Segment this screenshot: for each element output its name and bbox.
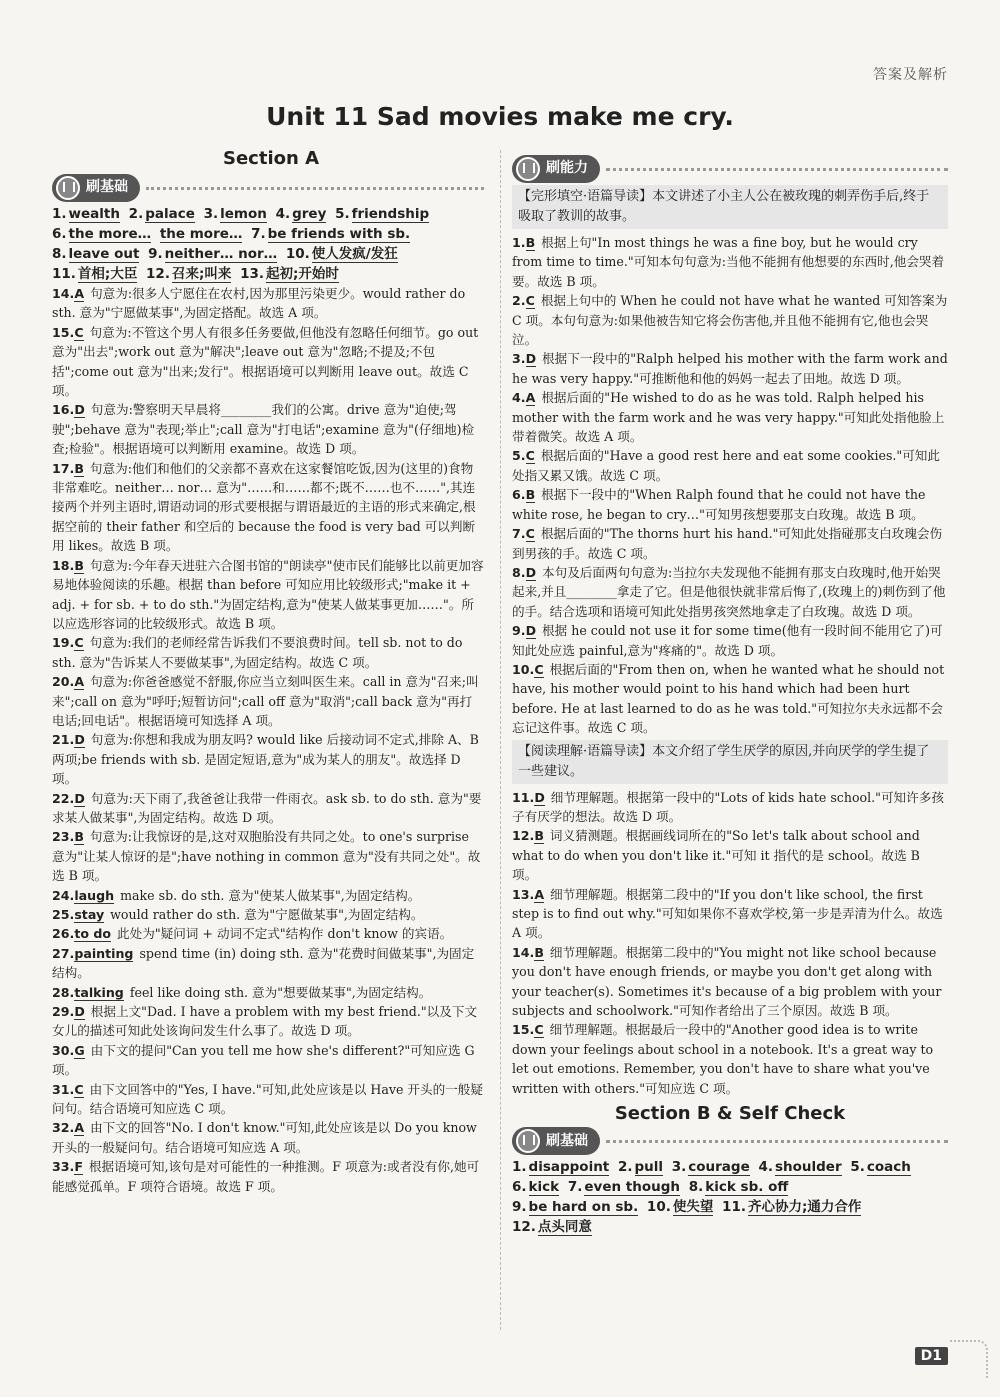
fill-answer: the more… <box>159 226 243 242</box>
fill-answer: grey <box>292 206 327 222</box>
item-answer: A <box>534 886 545 902</box>
column-divider <box>500 150 501 1330</box>
answer-item <box>512 291 948 349</box>
fill-answer: courage <box>688 1159 750 1176</box>
item-explanation: 句意为:我们的老师经常告诉我们不要浪费时间。tell sb. not to do sth. 意为"告诉某人不要做某事",为固定结构。故选 C 项。 <box>52 635 463 670</box>
fill-answer: friendship <box>351 206 430 222</box>
item-explanation: 此处为"疑问词 + 动词不定式"结构作 don't know 的宾语。 <box>117 926 453 942</box>
item-answer: C <box>525 448 535 464</box>
item-explanation: feel like doing sth. 意为"想要做某事",为固定结构。 <box>129 984 432 1000</box>
item-explanation: 由下文的提问"Can you tell me how she's different?"可知应选 G 项。 <box>52 1042 475 1078</box>
item-answer: D <box>525 351 537 367</box>
item-answer: to do <box>74 926 112 942</box>
item-answer: C <box>534 661 544 677</box>
fill-answer: 使人发疯/发狂 <box>311 246 398 262</box>
badge-icon <box>516 157 540 181</box>
item-explanation: 由下文回答中的"Yes, I have."可知,此处应该是以 Have 开头的一般疑问句。结合语境可知应选 C 项。 <box>52 1081 483 1117</box>
item-explanation: 句意为:警察明天早晨将________我们的公寓。drive 意为"迫使;驾驶";behave 意为"表现;举止";call 意为"打电话";examine 意为"(仔细地)检查;检验"。根据语境可以判断用 examine。故选 D 项。 <box>52 402 475 457</box>
fill-number: 11. <box>52 266 76 282</box>
item-number: 23. <box>52 829 75 845</box>
fill-number: 13. <box>240 266 264 282</box>
badge-icon <box>516 1129 540 1153</box>
item-explanation: 细节理解题。根据第一段中的"Lots of kids hate school."可知许多孩子有厌学的想法。故选 D 项。 <box>512 789 944 824</box>
fill-number: 10. <box>285 246 310 262</box>
item-number: 16. <box>52 402 75 418</box>
answer-item <box>512 388 948 446</box>
item-number: 26. <box>52 926 75 942</box>
fill-number: 11. <box>722 1199 746 1216</box>
fill-in-answers <box>52 204 484 284</box>
fill-answer: 使失望 <box>672 1199 714 1216</box>
answer-item <box>512 349 948 388</box>
answer-item <box>52 556 484 634</box>
fill-answer: wealth <box>68 206 120 222</box>
item-number: 27. <box>52 945 75 961</box>
item-number: 20. <box>52 674 75 690</box>
answer-item <box>512 1020 948 1098</box>
item-answer: C <box>534 1022 544 1038</box>
item-number: 11. <box>512 789 535 805</box>
item-answer: A <box>74 286 85 301</box>
item-explanation: 句意为:今年春天进驻六合图书馆的"朗读亭"使市民们能够比以前更加容易地体验阅读的乐趣。根据 than before 可知应用比较级形式;"make it + adj. + for sb. + to do sth."为固定结构,意为"使某人做某事更加……"。所以应选形容词的比较级形式。故选 B 项。 <box>52 557 484 631</box>
item-answer: C <box>525 526 535 542</box>
fill-number: 9. <box>512 1199 527 1216</box>
item-explanation: 细节理解题。根据最后一段中的"Another good idea is to write down your feelings about school in a notebook. It's a great way to let out emotions. Remember, you don't have to share what you've written with others."可知应选 C 项。 <box>512 1022 934 1096</box>
item-number: 12. <box>512 828 535 844</box>
answer-item <box>512 788 948 827</box>
item-number: 1. <box>512 235 526 250</box>
item-answer: talking <box>74 984 124 1000</box>
fill-answer: 齐心协力;通力合作 <box>747 1199 862 1216</box>
answer-item <box>52 1157 484 1196</box>
fill-row <box>52 224 484 244</box>
item-number: 31. <box>52 1081 75 1097</box>
basic-badge-b <box>512 1127 948 1155</box>
item-number: 13. <box>512 886 535 902</box>
fill-number: 2. <box>617 1159 633 1176</box>
page-number: D1 <box>915 1347 948 1365</box>
answer-item <box>52 284 484 323</box>
answer-item <box>52 789 484 828</box>
fill-answer: shoulder <box>774 1159 842 1176</box>
left-column <box>52 172 484 1196</box>
item-number: 24. <box>52 887 75 903</box>
fill-number: 1. <box>52 206 67 222</box>
item-answer: C <box>74 324 84 340</box>
item-explanation: 句意为:他们和他们的父亲都不喜欢在这家餐馆吃饭,因为(这里的)食物非常难吃。neither… nor… 意为"……和……都不;既不……也不……",其连接两个并列主语时,谓语动词的形式要根据与谓语最近的主语的形式来确定,根据空前的 their father 和空后的 because the food is very bad 可以判断用 likes。故选 B 项。 <box>52 460 476 554</box>
item-answer: D <box>74 790 85 806</box>
item-number: 2. <box>512 293 526 309</box>
item-number: 4. <box>512 390 526 406</box>
answer-item <box>512 826 948 884</box>
fill-number: 6. <box>52 226 67 242</box>
fill-number: 7. <box>567 1179 583 1196</box>
item-answer: D <box>525 564 537 580</box>
item-explanation: 根据上文"Dad. I have a problem with my best friend."以及下文女儿的描述可知此处该询问发生什么事了。故选 D 项。 <box>52 1004 478 1039</box>
answer-item <box>52 1118 484 1157</box>
item-number: 10. <box>512 661 535 677</box>
item-answer: B <box>534 828 544 844</box>
answer-item <box>512 563 948 621</box>
item-explanation: 句意为:很多人宁愿住在农村,因为那里污染更少。would rather do sth. 意为"宁愿做某事",为固定搭配。故选 A 项。 <box>52 286 466 321</box>
badge-label: 刷基础 <box>86 179 128 196</box>
item-explanation: 由下文的回答"No. I don't know."可知,此处应该是以 Do you know 开头的一般疑问句。结合语境可知应选 A 项。 <box>52 1120 477 1155</box>
item-answer: D <box>525 623 537 639</box>
item-number: 21. <box>52 732 75 748</box>
badge-label: 刷基础 <box>546 1132 588 1149</box>
answer-item <box>512 485 948 524</box>
fill-answer: 起初;开始时 <box>265 266 339 282</box>
dotted-rule <box>606 168 948 171</box>
answer-item <box>512 943 948 1021</box>
answer-item <box>52 1002 484 1041</box>
fill-number: 4. <box>275 206 291 222</box>
item-answer: A <box>74 674 85 690</box>
item-answer: F <box>74 1159 83 1175</box>
item-explanation: spend time (in) doing sth. 意为"花费时间做某事",为固定结构。 <box>52 945 475 981</box>
item-explanation: 细节理解题。根据第二段中的"You might not like school because you don't have enough friends, or maybe you don't get along with your teacher(s). Sometimes it's because of a big problem with your subjects and schoolwork."可知作者给出了三个原因。故选 B 项。 <box>512 944 942 1019</box>
item-explanation: 根据下一段中的"Ralph helped his mother with the farm work and he was very happy."可推断他和他的妈妈一起去了田地。故选 D 项。 <box>512 351 948 386</box>
fill-row <box>52 204 484 224</box>
item-number: 25. <box>52 907 75 922</box>
item-explanation: 本句及后面两句句意为:当拉尔夫发现他不能拥有那支白玫瑰时,他开始哭起来,并且________拿走了它。但是他很快就非常后悔了,(玫瑰上的)刺伤到了他的手。结合选项和语境可知此处指男孩突然地拿走了白玫瑰。故选 D 项。 <box>512 564 946 619</box>
item-number: 32. <box>52 1120 75 1136</box>
cloze-guide: 【完形填空·语篇导读】本文讲述了小主人公在被玫瑰的刺弄伤手后,终于吸取了教训的故事。 <box>512 185 948 229</box>
fill-row <box>512 1157 948 1177</box>
answer-item <box>52 905 484 924</box>
item-answer: C <box>74 635 84 651</box>
section-a-heading: Section A <box>223 148 319 169</box>
item-answer: D <box>74 1004 85 1020</box>
answer-item <box>512 885 948 943</box>
answer-item <box>52 886 484 905</box>
item-answer: A <box>525 390 536 406</box>
fill-row <box>512 1197 948 1217</box>
item-explanation: make sb. do sth. 意为"使某人做某事",为固定结构。 <box>120 887 421 903</box>
item-number: 30. <box>52 1042 75 1058</box>
item-number: 18. <box>52 557 75 573</box>
item-number: 22. <box>52 790 75 806</box>
fill-answer: 首相;大臣 <box>77 266 138 282</box>
dotted-rule <box>146 187 484 190</box>
page-title: Unit 11 Sad movies make me cry. <box>266 102 734 131</box>
fill-number: 5. <box>850 1159 865 1176</box>
answer-item <box>52 1041 484 1080</box>
fill-number: 12. <box>146 266 170 282</box>
item-explanation: 根据上句"In most things he was a fine boy, but he would cry from time to time."可知本句句意为:当他不能拥有他想要的东西时,他会哭着要。故选 B 项。 <box>512 235 945 289</box>
fill-number: 3. <box>203 206 219 222</box>
item-answer: B <box>74 829 84 845</box>
fill-row <box>52 244 484 264</box>
fill-answer: neither… nor… <box>164 246 278 262</box>
item-answer: C <box>74 1081 84 1097</box>
item-number: 3. <box>512 351 526 367</box>
item-number: 7. <box>512 526 526 542</box>
fill-number: 4. <box>758 1159 773 1176</box>
item-explanation: would rather do sth. 意为"宁愿做某事",为固定结构。 <box>110 907 424 922</box>
reading-answers <box>512 788 948 1099</box>
fill-answer: be hard on sb. <box>528 1199 639 1216</box>
item-explanation: 词义猜测题。根据画线词所在的"So let's talk about school and what to do when you don't like it."可知 it 指代的是 school。故选 B 项。 <box>512 828 920 883</box>
item-explanation: 根据语境可知,该句是对可能性的一种推测。F 项意为:或者没有你,她可能感觉孤单。F 项符合语境。故选 F 项。 <box>52 1159 480 1194</box>
right-column <box>512 153 948 1237</box>
answer-item <box>52 672 484 730</box>
answer-item <box>52 983 484 1002</box>
answer-item <box>52 400 484 458</box>
fill-answer: pull <box>634 1159 664 1176</box>
fill-answer: be friends with sb. <box>267 226 411 242</box>
ability-badge <box>512 155 948 183</box>
item-answer: B <box>74 557 84 573</box>
fill-answer: even though <box>584 1179 681 1196</box>
basic-badge-a <box>52 174 484 202</box>
item-answer: D <box>74 402 85 418</box>
answer-item <box>52 944 484 983</box>
fill-answer: kick sb. off <box>705 1179 789 1196</box>
fill-number: 8. <box>52 246 67 262</box>
fill-number: 10. <box>646 1199 671 1216</box>
item-explanation: 根据后面的"The thorns hurt his hand."可知此处指碰那支白玫瑰会伤到男孩的手。故选 C 项。 <box>512 526 943 561</box>
answer-item <box>52 924 484 943</box>
fill-row <box>52 264 484 284</box>
badge-label: 刷能力 <box>546 160 588 177</box>
item-explanation: 句意为:你想和我成为朋友吗? would like 后接动词不定式,排除 A、B 两项;be friends with sb. 是固定短语,意为"成为某人的朋友"。故选择 D 项。 <box>52 732 479 787</box>
item-explanation: 句意为:你爸爸感觉不舒服,你应当立刻叫医生来。call in 意为"召来;叫来";call on 意为"呼吁;短暂访问";call off 意为"取消";call back 意为"再打电话;回电话"。根据语境可知选择 A 项。 <box>52 674 479 728</box>
item-number: 9. <box>512 623 526 639</box>
answer-item <box>52 459 484 556</box>
answer-item <box>52 730 484 788</box>
badge-icon <box>56 176 80 200</box>
item-explanation: 根据下一段中的"When Ralph found that he could not have the white rose, he began to cry…"可知男孩想要那支白玫瑰。故选 B 项。 <box>512 487 926 522</box>
item-number: 6. <box>512 487 526 503</box>
item-answer: B <box>74 460 84 476</box>
item-answer: laugh <box>74 887 115 903</box>
fill-number: 7. <box>251 226 266 242</box>
item-number: 8. <box>512 564 526 580</box>
fill-row <box>512 1177 948 1197</box>
item-answer: B <box>525 487 536 503</box>
fill-answer: disappoint <box>528 1159 610 1176</box>
item-explanation: 句意为:让我惊讶的是,这对双胞胎没有共同之处。to one's surprise 意为"让某人惊讶的是";have nothing in common 意为"没有共同之处"。故选 B 项。 <box>52 829 481 884</box>
item-explanation: 根据后面的"Have a good rest here and eat some cookies."可知此处指又累又饿。故选 C 项。 <box>512 448 940 483</box>
item-number: 33. <box>52 1159 75 1175</box>
answer-item <box>512 446 948 485</box>
fill-answer: palace <box>145 206 195 222</box>
corner-decoration <box>950 1340 988 1378</box>
item-answer: C <box>525 293 535 309</box>
fill-number: 9. <box>148 246 163 262</box>
fill-number: 12. <box>512 1219 536 1236</box>
item-explanation: 根据 he could not use it for some time(他有一段时间不能用它了)可知此处应选 painful,意为"疼痛的"。故选 D 项。 <box>512 623 943 658</box>
item-number: 17. <box>52 460 75 476</box>
cloze-answers <box>512 233 948 738</box>
fill-in-answers-b <box>512 1157 948 1237</box>
item-explanation: 根据后面的"From then on, when he wanted what he should not have, his mother would point to his hand which had been hurt before. He at last learned to do as he was told."可知拉尔夫永远都不会忘记这件事。故选 C 项。 <box>512 661 945 736</box>
fill-answer: 召来;叫来 <box>171 266 232 282</box>
item-answer: B <box>534 944 544 960</box>
fill-number: 3. <box>671 1159 687 1176</box>
item-answer: stay <box>74 907 105 922</box>
item-answer: G <box>74 1042 85 1058</box>
answer-item <box>52 633 484 672</box>
item-number: 19. <box>52 635 75 651</box>
item-answer: D <box>534 789 545 805</box>
item-answer: painting <box>74 945 134 961</box>
reading-guide: 【阅读理解·语篇导读】本文介绍了学生厌学的原因,并向厌学的学生提了一些建议。 <box>512 740 948 784</box>
fill-number: 5. <box>335 206 350 222</box>
answer-item <box>52 1080 484 1119</box>
fill-answer: lemon <box>220 206 267 222</box>
fill-row <box>512 1217 948 1237</box>
dotted-rule <box>606 1140 948 1143</box>
item-number: 15. <box>52 324 75 340</box>
section-b-heading: Section B & Self Check <box>614 1103 846 1125</box>
answer-item <box>512 660 948 738</box>
answer-item <box>512 524 948 563</box>
item-explanation: 细节理解题。根据第二段中的"If you don't like school, the first step is to find out why."可知如果你不喜欢学校,第一步是弄清为什么。故选 A 项。 <box>512 886 943 941</box>
fill-answer: the more… <box>68 226 152 242</box>
fill-number: 1. <box>512 1159 527 1176</box>
fill-number: 2. <box>128 206 144 222</box>
item-explanation: 句意为:不管这个男人有很多任务要做,但他没有忽略任何细节。go out 意为"出去";work out 意为"解决";leave out 意为"忽略;不提及;不包括";come out 意为"出来;发行"。根据语境可以判断用 leave out。故选 C 项。 <box>52 324 479 399</box>
item-number: 14. <box>512 944 535 960</box>
fill-answer: leave out <box>68 246 140 262</box>
item-answer: B <box>525 235 536 250</box>
fill-answer: kick <box>528 1179 560 1196</box>
item-explanation: 根据上句中的 When he could not have what he wanted 可知答案为 C 项。本句句意为:如果他被告知它将会伤害他,并且他不能拥有它,他也会哭泣。 <box>512 293 948 348</box>
item-answer: A <box>74 1120 85 1136</box>
item-number: 14. <box>52 286 75 301</box>
item-number: 15. <box>512 1022 535 1038</box>
answer-list <box>52 284 484 1196</box>
item-explanation: 根据后面的"He wished to do as he was told. Ralph helped his mother with the farm work and he was very happy."可知此处指他脸上带着微笑。故选 A 项。 <box>512 390 945 445</box>
header-tag: 答案及解析 <box>873 67 948 83</box>
item-explanation: 句意为:天下雨了,我爸爸让我带一件雨衣。ask sb. to do sth. 意为"要求某人做某事",为固定结构。故选 D 项。 <box>52 790 482 825</box>
fill-answer: 点头同意 <box>537 1219 592 1236</box>
item-answer: D <box>74 732 85 748</box>
fill-number: 6. <box>512 1179 527 1196</box>
fill-number: 8. <box>688 1179 704 1196</box>
fill-answer: coach <box>866 1159 911 1176</box>
item-number: 29. <box>52 1004 75 1020</box>
answer-item <box>512 621 948 660</box>
answer-item <box>52 323 484 401</box>
item-number: 5. <box>512 448 526 464</box>
answer-item <box>512 233 948 291</box>
item-number: 28. <box>52 984 75 1000</box>
answer-item <box>52 827 484 885</box>
